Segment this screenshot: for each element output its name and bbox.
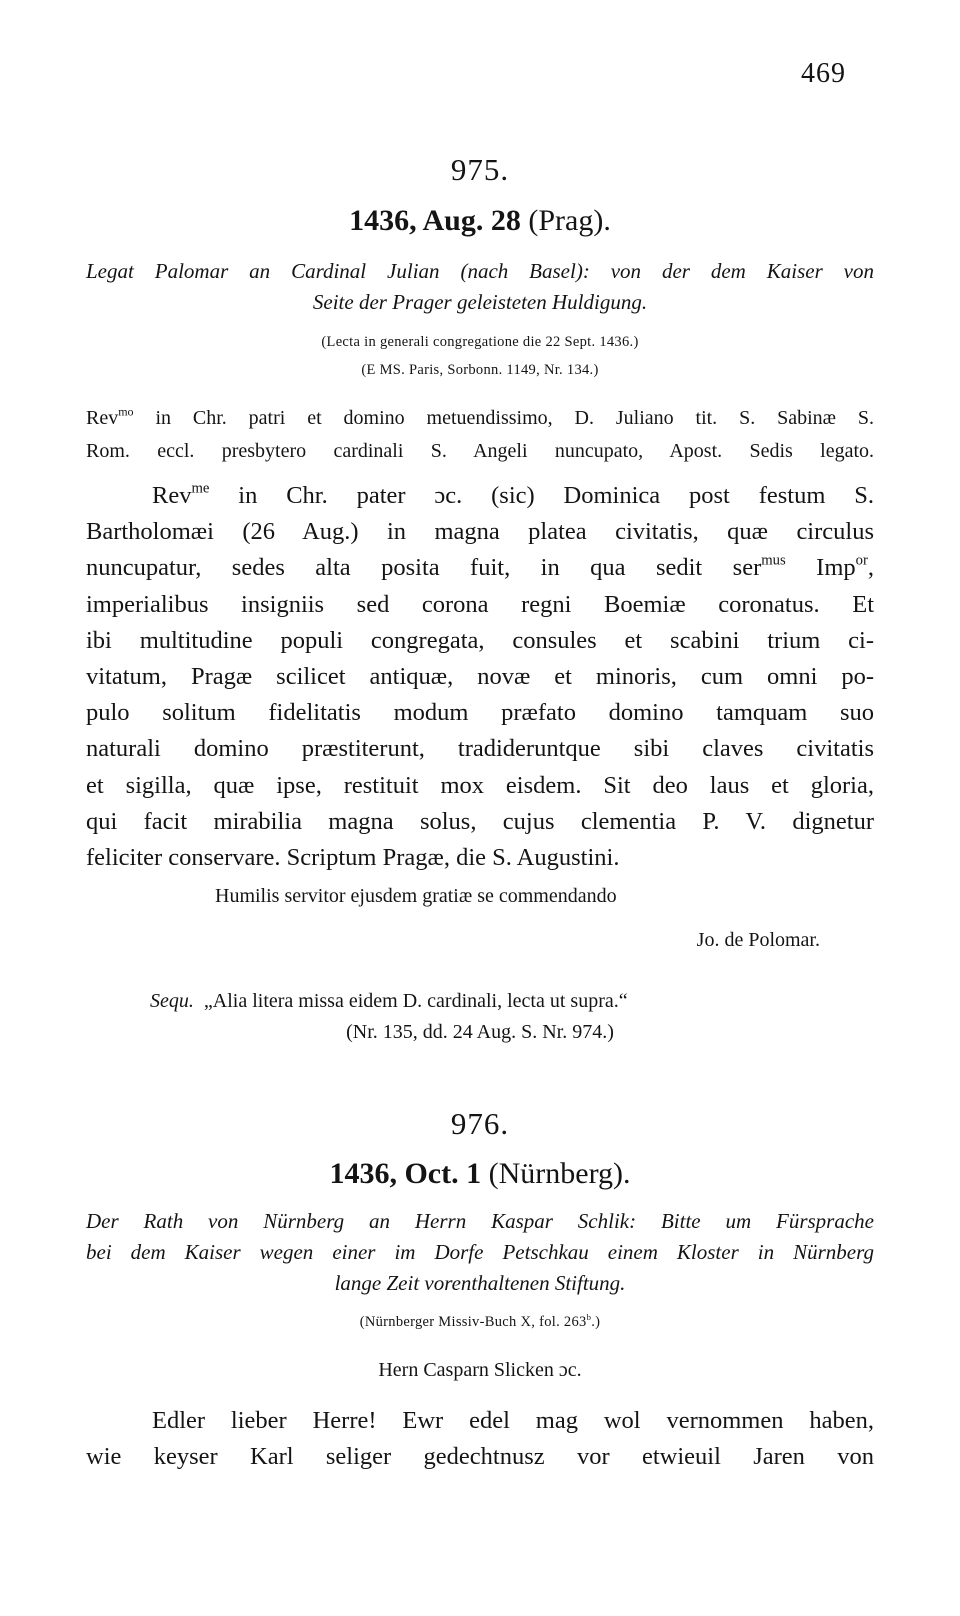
superscript: mus [761,553,786,570]
body-line: imperialibus insigniis sed corona regni Boemiæ coronatus. Et [86,590,874,618]
sequel-note [150,990,628,1013]
body-text: Rev [152,482,192,509]
summary-line: bei dem Kaiser wegen einer im Dorfe Petschkau einem Kloster in Nürnberg [86,1240,874,1264]
page-number: 469 [801,58,846,89]
body-line: et sigilla, quæ ipse, restituit mox eisdem. Sit deo laus et gloria, [86,771,874,799]
address-line [86,402,874,435]
letter-body [86,478,874,876]
body-line [86,550,874,586]
letter-address [86,402,874,468]
superscript: me [191,480,210,497]
superscript: b [586,1311,592,1322]
sequel-reference: (Nr. 135, dd. 24 Aug. S. Nr. 974.) [346,1021,614,1043]
date-text: 1436, Oct. 1 [329,1157,482,1190]
summary-line: Seite der Prager geleisteten Huldigung. [312,290,648,314]
summary-line: Der Rath von Nürnberg an Herrn Kaspar Schlik: Bitte um Fürsprache [86,1209,874,1233]
body-line: vitatum, Pragæ scilicet antiquæ, novæ et minoris, cum omni po- [86,663,874,691]
document-date [0,204,960,238]
body-text: nuncupatur, sedes alta posita fuit, in qua sedit ser [86,554,762,582]
body-text: , [867,554,874,582]
body-line: ibi multitudine populi congregata, consules et scabini trium ci- [86,626,874,654]
sequel-text: „Alia litera missa eidem D. cardinali, lecta ut supra.“ [203,990,628,1012]
summary-line: lange Zeit vorenthaltenen Stiftung. [334,1271,626,1295]
superscript: or [855,553,868,570]
date-place: (Nürnberg). [488,1157,631,1190]
letter-body [86,1403,874,1475]
source-note: (Lecta in generali congregatione die 22 Sept. 1436.) [321,334,639,350]
body-line: wie keyser Karl seliger gedechtnusz vor etwieuil Jaren von [86,1443,874,1471]
body-line: qui facit mirabilia magna solus, cujus clementia P. V. dignetur [86,807,874,835]
source-text: (Nürnberger Missiv-Buch X, fol. 263 [359,1314,587,1330]
sequel-label: Sequ. [150,990,194,1012]
summary-line: Legat Palomar an Cardinal Julian (nach Basel): von der dem Kaiser von [86,259,874,283]
address-text: Rev [86,407,119,429]
signature: Jo. de Polomar. [696,929,820,951]
body-line [86,478,874,514]
source-text: .) [591,1314,601,1330]
source-note [0,1307,960,1337]
body-line: feliciter conservare. Scriptum Pragæ, die S. Augustini. [86,844,620,872]
superscript: mo [118,404,134,419]
document-number: 976. [450,1106,510,1141]
source-note: (E MS. Paris, Sorbonn. 1149, Nr. 134.) [361,362,599,378]
body-text: Imp [785,554,856,582]
document-date [0,1157,960,1191]
date-place: (Prag). [528,204,611,237]
document-summary [86,1206,874,1299]
letter-address: Hern Casparn Slicken ɔc. [378,1359,582,1381]
body-text: in Chr. pater ɔc. (sic) Dominica post festum S. [209,482,874,509]
address-line: Rom. eccl. presbytero cardinali S. Angeli nuncupato, Apost. Sedis legato. [86,440,874,462]
date-text: 1436, Aug. 28 [349,204,521,237]
address-text: in Chr. patri et domino metuendissimo, D. Juliano tit. S. Sabinæ S. [133,407,874,429]
body-line: Edler lieber Herre! Ewr edel mag wol vernommen haben, [152,1407,874,1434]
document-summary [86,256,874,318]
body-line: pulo solitum fidelitatis modum præfato domino tamquam suo [86,699,874,727]
body-line: Bartholomæi (26 Aug.) in magna platea civitatis, quæ circulus [86,518,874,546]
document-number: 975. [450,152,510,187]
body-line: naturali domino præstiterunt, tradideruntque sibi claves civitatis [86,735,874,763]
closing-formula: Humilis servitor ejusdem gratiæ se commendando [215,885,617,907]
